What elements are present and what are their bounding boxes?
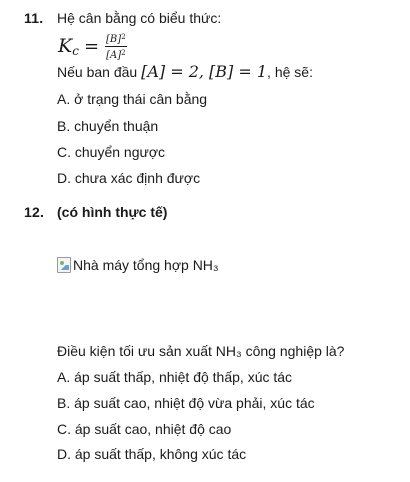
option-d[interactable]: D. áp suất thấp, không xúc tác	[57, 446, 247, 462]
question-lead: Hệ cân bằng có biểu thức:	[57, 10, 222, 26]
question-condition: Nếu ban đầu [A] = 2, [B] = 1, hệ sẽ:	[57, 62, 313, 81]
question-number: 12.	[24, 204, 45, 220]
image-alt-text: Nhà máy tổng hợp NH₃	[73, 257, 219, 273]
option-a[interactable]: A. áp suất thấp, nhiệt độ thấp, xúc tác	[57, 369, 293, 385]
formula-fraction: $\frac{[B]^2}{[A]^2}$	[106, 32, 126, 61]
option-c[interactable]: C. áp suất cao, nhiệt độ cao	[57, 421, 232, 437]
condition-math: [A] = 2, [B] = 1	[141, 62, 268, 81]
question-number: 11.	[24, 10, 44, 26]
option-c[interactable]: C. chuyển ngược	[57, 144, 166, 160]
question-text: Điều kiện tối ưu sản xuất NH₃ công nghiệp là?	[57, 343, 345, 359]
option-a[interactable]: A. ở trạng thái cân bằng	[57, 91, 208, 107]
broken-image-icon	[57, 257, 71, 273]
question-title: (có hình thực tế)	[57, 204, 168, 220]
option-b[interactable]: B. áp suất cao, nhiệt độ vừa phải, xúc tác	[57, 395, 315, 411]
factory-image	[57, 257, 219, 273]
option-d[interactable]: D. chưa xác định được	[57, 170, 201, 186]
equilibrium-formula: K c = $\frac{[B]^2}{[A]^2}$	[58, 32, 126, 61]
option-b[interactable]: B. chuyển thuận	[57, 118, 159, 134]
